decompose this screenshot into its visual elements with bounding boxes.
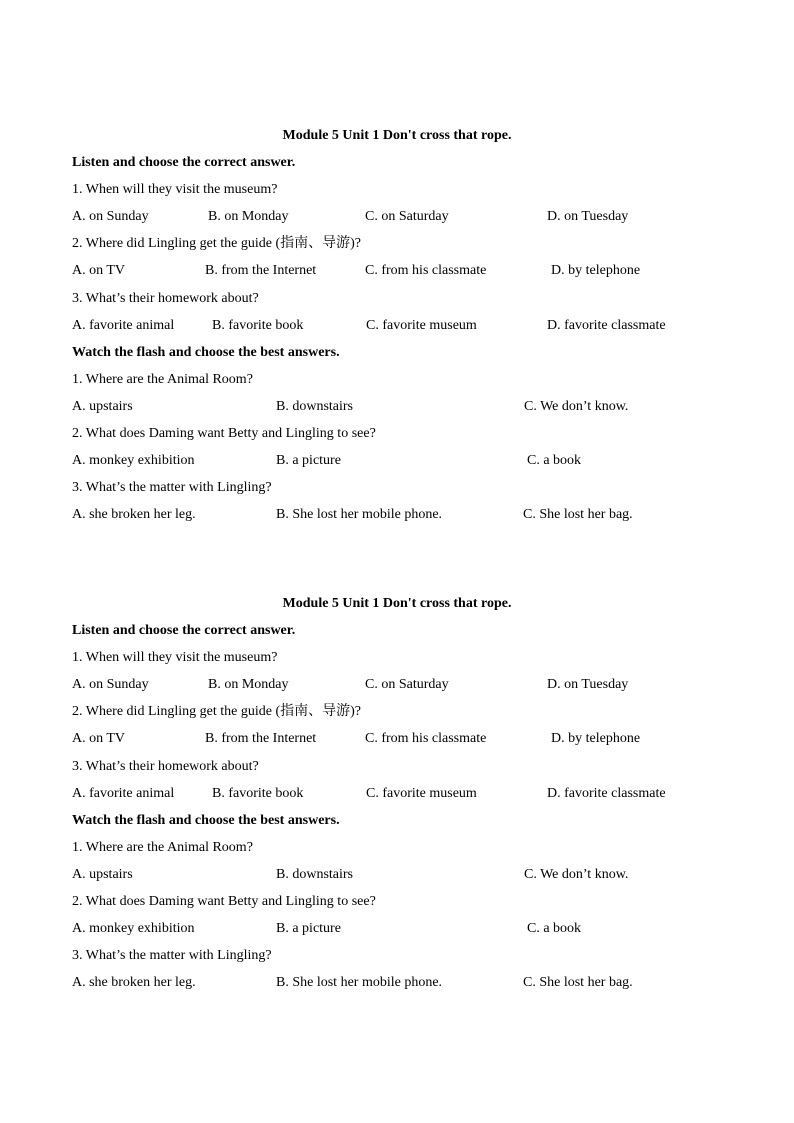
question-text: 1. When will they visit the museum? bbox=[72, 650, 278, 665]
question-text: 1. When will they visit the museum? bbox=[72, 182, 278, 197]
option-a: A. upstairs bbox=[72, 867, 133, 882]
option-b: B. She lost her mobile phone. bbox=[276, 975, 443, 990]
question-text: 3. What’s their homework about? bbox=[72, 291, 259, 306]
option-a: A. monkey exhibition bbox=[72, 921, 195, 936]
option-b: B. on Monday bbox=[208, 677, 289, 692]
worksheet-title: Module 5 Unit 1 Don't cross that rope. bbox=[282, 596, 512, 611]
option-a: A. favorite animal bbox=[72, 786, 175, 801]
option-b: B. from the Internet bbox=[205, 731, 317, 746]
worksheet-title: Module 5 Unit 1 Don't cross that rope. bbox=[282, 128, 512, 143]
section-heading-watch: Watch the flash and choose the best answers. bbox=[72, 813, 340, 828]
option-c: C. She lost her bag. bbox=[523, 975, 633, 990]
option-a: A. favorite animal bbox=[72, 318, 175, 333]
question-text: 2. What does Daming want Betty and Lingling to see? bbox=[72, 894, 376, 909]
option-c: C. We don’t know. bbox=[524, 399, 629, 414]
question-text: 2. What does Daming want Betty and Lingling to see? bbox=[72, 426, 376, 441]
option-c: C. on Saturday bbox=[365, 677, 449, 692]
option-c: C. favorite museum bbox=[366, 318, 477, 333]
option-c: C. on Saturday bbox=[365, 209, 449, 224]
option-b: B. downstairs bbox=[276, 867, 353, 882]
question-text: 3. What’s the matter with Lingling? bbox=[72, 948, 272, 963]
question-text: 1. Where are the Animal Room? bbox=[72, 840, 253, 855]
option-d: D. by telephone bbox=[551, 731, 641, 746]
option-c: C. We don’t know. bbox=[524, 867, 629, 882]
option-a: A. she broken her leg. bbox=[72, 507, 196, 522]
option-b: B. She lost her mobile phone. bbox=[276, 507, 443, 522]
option-c: C. from his classmate bbox=[365, 263, 487, 278]
question-text: 2. Where did Lingling get the guide (指南、导游)? bbox=[72, 704, 362, 719]
option-b: B. a picture bbox=[276, 921, 341, 936]
option-a: A. she broken her leg. bbox=[72, 975, 196, 990]
section-heading-listen: Listen and choose the correct answer. bbox=[72, 623, 296, 638]
option-c: C. from his classmate bbox=[365, 731, 487, 746]
option-d: D. on Tuesday bbox=[547, 677, 629, 692]
option-a: A. on Sunday bbox=[72, 677, 149, 692]
question-text: 3. What’s the matter with Lingling? bbox=[72, 480, 272, 495]
option-d: D. favorite classmate bbox=[547, 318, 666, 333]
option-b: B. favorite book bbox=[212, 786, 304, 801]
option-a: A. monkey exhibition bbox=[72, 453, 195, 468]
option-d: D. on Tuesday bbox=[547, 209, 629, 224]
option-a: A. upstairs bbox=[72, 399, 133, 414]
section-heading-listen: Listen and choose the correct answer. bbox=[72, 155, 296, 170]
option-a: A. on TV bbox=[72, 731, 126, 746]
option-c: C. She lost her bag. bbox=[523, 507, 633, 522]
question-text: 1. Where are the Animal Room? bbox=[72, 372, 253, 387]
option-b: B. a picture bbox=[276, 453, 341, 468]
option-a: A. on Sunday bbox=[72, 209, 149, 224]
option-c: C. favorite museum bbox=[366, 786, 477, 801]
option-c: C. a book bbox=[527, 921, 582, 936]
section-heading-watch: Watch the flash and choose the best answers. bbox=[72, 345, 340, 360]
option-d: D. by telephone bbox=[551, 263, 641, 278]
option-a: A. on TV bbox=[72, 263, 126, 278]
option-b: B. favorite book bbox=[212, 318, 304, 333]
question-text: 3. What’s their homework about? bbox=[72, 759, 259, 774]
option-b: B. on Monday bbox=[208, 209, 289, 224]
option-c: C. a book bbox=[527, 453, 582, 468]
question-text: 2. Where did Lingling get the guide (指南、导游)? bbox=[72, 236, 362, 251]
option-d: D. favorite classmate bbox=[547, 786, 666, 801]
option-b: B. from the Internet bbox=[205, 263, 317, 278]
option-b: B. downstairs bbox=[276, 399, 353, 414]
